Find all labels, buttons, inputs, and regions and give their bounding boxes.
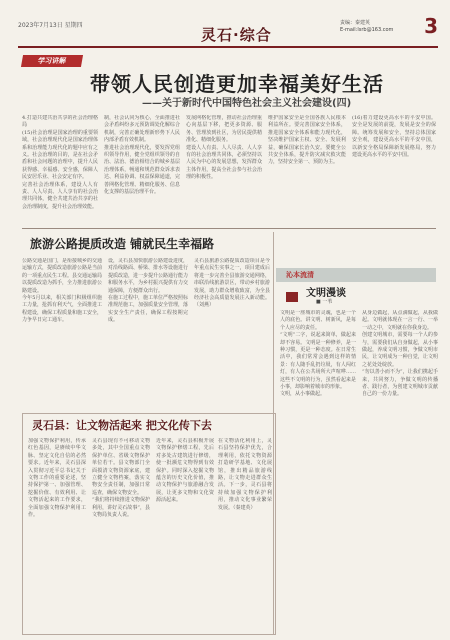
subhead-main: ——关于新时代中国特色社会主义社会建设(四) [142,98,352,109]
column-banner [276,268,436,282]
column-col2: 从身边做起，从点滴做起，从我做起。文明就体现在一言一行、一举一动之中，文明就在你我身边。 创建文明城市，需要每一个人的参与，需要我们从自身做起，从小事做起，养成文明习惯，争做文明市民，让文明成为一种自觉，让文明之花处处绽放。 “勿以善小而不为”，让我们携起手来，共同努力，争做文明的传播者、践行者，为创建文明城市贡献自己的一份力量。 [362,310,438,398]
section-title: 灵石·综合 [201,26,272,44]
article1-col2: 制，社会认同为核心，全面推进社会矛盾纠纷多元预防调处化解综合机制，完善正确处理新形势下人民内部矛盾有效机制。 推进社会治理现代化，要发挥党组织领导作用，健全党组织领导的自治、法治、德治相结合的城乡基层治理体系，畅通和规范群众诉求表达、利益协调、权益保障通道，完善网格化管理、精细化服务、信息化支撑的基层治理平台。 [104,115,180,196]
page-number: 3 [424,14,438,38]
column-mark [286,292,298,302]
article2-col1: 公路交通是国门，是衔接城乡的交通运输方式，提质改造旅游公路是当前的一项重点民生工程。县交通运输局以提质改造为抓手，全力推进旅游公路建设。 今年5月以来，相关部门积极组织施工力量，抢抓有利天气，全面推进工程建设，确保工程质量和施工安全，力争早日完工通车。 [22,258,102,324]
article3-col4: 在文物活化利用上，灵石县坚持保护优先，合理利用，依托文物资源打造研学基地、文化展馆，推出精品旅游线路，让文物走进群众生活。下一步，灵石县将持续加强文物保护利用，推动文化事业繁荣发展。（秦建英） [218,438,272,511]
article1-col1: 4.打造共建共治共享的社会治理格局 (15)社会治理是国家治理的重要领域，社会治理现代化是国家治理体系和治理能力现代化的题中应有之义。社会治理的目的，是在社会矛盾和社会问题的治理中，提升人民获得感、幸福感、安全感，保障人民安居乐业、社会安定有序。 完善社会治理体系，建设人人有责、人人尽责、人人享有的社会治理共同体，健全共建共治共享的社会治理制度，提升社会治理效能。 [22,115,98,210]
column-title: 文明漫谈 [306,288,346,299]
column-banner-text: 沁本流清 [286,271,314,279]
editor-info: 责编：秦建英 E-mail:lsrb@163.com [340,20,394,33]
column-byline: ■ 一苇 [316,299,333,305]
article3-col2: 灵石县现有不可移动文物多处，其中全国重点文物保护单位、省级文物保护单位若干。县文物部门全面摸清文物资源家底，建立健全文物档案，落实文物安全责任制，加强日常巡查，确保文物安全。 “我们将持续推进文物保护利用，讲好灵石故事”，县文物局负责人说。 [92,438,150,519]
column-col1: 文明是一座城市的灵魂，也是一个人的底色。讲文明、树新风，是每个人应尽的责任。 “文明”二字，说起来简单，做起来却不容易。文明是一种修养，是一种习惯，更是一种态度。在日常生活中，我们常常会遇到这样的情景：有人随手乱扔垃圾，有人闯红灯，有人在公共场所大声喧哗……这些不文明的行为，虽然看起来是小事，却影响着城市的形象。 文明，从小事做起。 [280,310,356,398]
headline-relics: 灵石县：让文物活起来 把文化传下去 [32,419,212,432]
issue-date: 2023年7月13日 星期四 [18,22,83,29]
article3-col3: 近年来，灵石县积极开展文物保护修缮工程，先后对多处古建筑进行修缮，使一批濒危文物得到有效保护。同时深入挖掘文物蕴含的历史文化价值，推动文物保护与旅游融合发展，让更多文物和文化资源活起来。 [156,438,214,504]
article2-col3: 灵石县旅游公路提质改造项目是今年重点民生实事之一，项目建成后将进一步完善全县旅游交通网络，串联沿线旅游景区，带动乡村旅游发展，助力群众增收致富，为全县经济社会高质量发展注入新动能。（刘燕） [194,258,270,309]
article3-col1: 加强文物保护利用，传承红色基因，是赓续中华文脉、坚定文化自信的必然要求。近年来，灵石县深入贯彻习近平总书记关于文物工作的重要论述，坚持保护第一、加强管理、挖掘价值、有效利用、让文物活起来的工作要求，全面加强文物保护利用工作。 [28,438,86,519]
article2-col2: 设，灵石县加快旅游公路建设进度，对沿线路面、桥梁、排水等设施进行提质改造，进一步提升公路通行能力和服务水平，为乡村振兴提供有力交通保障，方便群众出行。 在施工过程中，施工单位严格按照标准规范施工，加强质量安全管理，落实安全生产责任，确保工程按期完成。 [108,258,188,324]
headline-main: 带领人民创造更加幸福美好生活 [90,72,384,96]
article1-col4: 维护国家安全是全国各族人民根本利益所在。要完善国家安全体系，推进国家安全体系和能力现代化，坚决维护国家主权、安全、发展利益，确保国家长治久安。要健全公共安全体系，提升防灾减灾救灾能力，坚持安全第一、预防为主。 [268,115,346,166]
divider [22,228,436,229]
article1-col5: (16)着力建设更高水平的平安中国。安全是发展的前提，发展是安全的保障。统筹发展和安全，坚持总体国家安全观，建设更高水平的平安中国，以新安全格局保障新发展格局，努力建设更高水平的平安中国。 [352,115,436,159]
headline-roads: 旅游公路提质改造 铺就民生幸福路 [30,237,215,251]
masthead [18,8,438,48]
article1-col3: 发展网格化管理，推动社会治理重心向基层下移，把更多资源、服务、管理放到社区，为居民提供精准化、精细化服务。 建设人人有责、人人尽责、人人享有的社会治理共同体，必须坚持以人民为中心的发展思想，发挥群众主体作用，提高全社会参与社会治理的积极性。 [186,115,262,181]
section-tag: 学习讲解 [21,55,83,67]
